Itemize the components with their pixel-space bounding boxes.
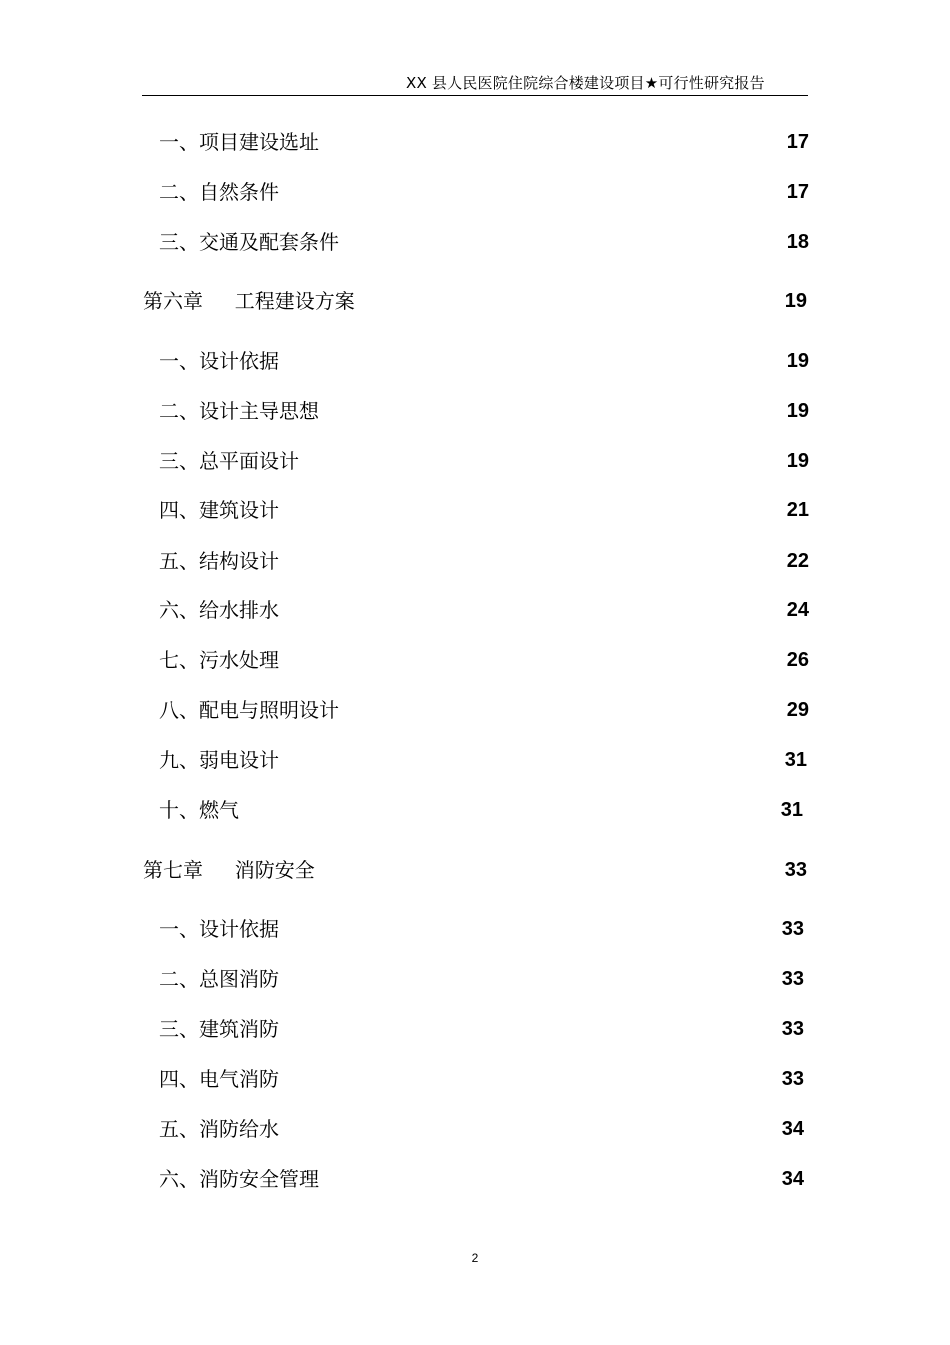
toc-entry-title: 一、设计依据 [159, 349, 279, 373]
toc-entry-page: 17 [786, 181, 809, 203]
toc-chapter-title: 第七章 消防安全 [143, 858, 315, 882]
toc-entry[interactable] [159, 227, 809, 257]
toc-chapter[interactable] [143, 855, 807, 885]
toc-chapter[interactable] [143, 286, 807, 316]
toc-entry-title: 三、建筑消防 [159, 1017, 279, 1041]
toc-entry-title: 十、燃气 [159, 798, 239, 822]
toc-entry[interactable] [159, 914, 804, 944]
toc-entry-title: 八、配电与照明设计 [159, 698, 339, 722]
toc-entry-title: 二、总图消防 [159, 967, 279, 991]
page-number: 2 [471, 1251, 479, 1265]
toc-entry-page: 21 [786, 499, 809, 521]
toc-entry[interactable] [159, 964, 804, 994]
toc-entry-title: 一、项目建设选址 [159, 130, 319, 154]
toc-entry-title: 七、污水处理 [159, 648, 279, 672]
toc-entry[interactable] [159, 695, 809, 725]
toc-entry-page: 34 [781, 1168, 804, 1190]
toc-entry[interactable] [159, 595, 809, 625]
toc-entry-page: 33 [781, 968, 804, 990]
toc-entry[interactable] [159, 346, 809, 376]
toc-entry-page: 33 [781, 1018, 804, 1040]
toc-entry[interactable] [159, 1014, 804, 1044]
toc-entry-page: 24 [786, 599, 809, 621]
toc-entry-page: 18 [786, 231, 809, 253]
toc-entry-title: 三、总平面设计 [159, 449, 299, 473]
toc-entry[interactable] [159, 745, 807, 775]
toc-entry-page: 29 [786, 699, 809, 721]
toc-entry-page: 34 [781, 1118, 804, 1140]
toc-entry-page: 19 [786, 350, 809, 372]
toc-entry-title: 三、交通及配套条件 [159, 230, 339, 254]
toc-entry[interactable] [159, 396, 809, 426]
toc-entry-page: 33 [781, 1068, 804, 1090]
toc-entry-title: 九、弱电设计 [159, 748, 279, 772]
toc-chapter-page: 19 [784, 290, 807, 312]
toc-chapter-page: 33 [784, 859, 807, 881]
toc-entry[interactable] [159, 446, 809, 476]
running-header: XX 县人民医院住院综合楼建设项目★可行性研究报告 [406, 74, 765, 92]
toc-entry-title: 二、自然条件 [159, 180, 279, 204]
toc-entry-title: 六、给水排水 [159, 598, 279, 622]
toc-entry[interactable] [159, 1164, 804, 1194]
toc-entry-title: 六、消防安全管理 [159, 1167, 319, 1191]
toc-entry-page: 26 [786, 649, 809, 671]
toc-entry-title: 二、设计主导思想 [159, 399, 319, 423]
toc-entry-page: 17 [786, 131, 809, 153]
toc-entry-title: 四、建筑设计 [159, 498, 279, 522]
toc-entry-title: 五、消防给水 [159, 1117, 279, 1141]
toc-entry-title: 一、设计依据 [159, 917, 279, 941]
toc-entry[interactable] [159, 1114, 804, 1144]
toc-entry[interactable] [159, 1064, 804, 1094]
toc-entry-page: 33 [781, 918, 804, 940]
toc-entry[interactable] [159, 645, 809, 675]
toc-entry[interactable] [159, 495, 809, 525]
toc-entry[interactable] [159, 795, 803, 825]
toc-entry-title: 四、电气消防 [159, 1067, 279, 1091]
toc-entry[interactable] [159, 127, 809, 157]
toc-entry-page: 19 [786, 450, 809, 472]
toc-entry-page: 22 [786, 550, 809, 572]
toc-entry-page: 31 [780, 799, 803, 821]
header-divider [142, 95, 808, 96]
toc-entry-title: 五、结构设计 [159, 549, 279, 573]
toc-chapter-title: 第六章 工程建设方案 [143, 289, 355, 313]
toc-entry-page: 31 [784, 749, 807, 771]
toc-entry[interactable] [159, 546, 809, 576]
toc-entry-page: 19 [786, 400, 809, 422]
toc-entry[interactable] [159, 177, 809, 207]
